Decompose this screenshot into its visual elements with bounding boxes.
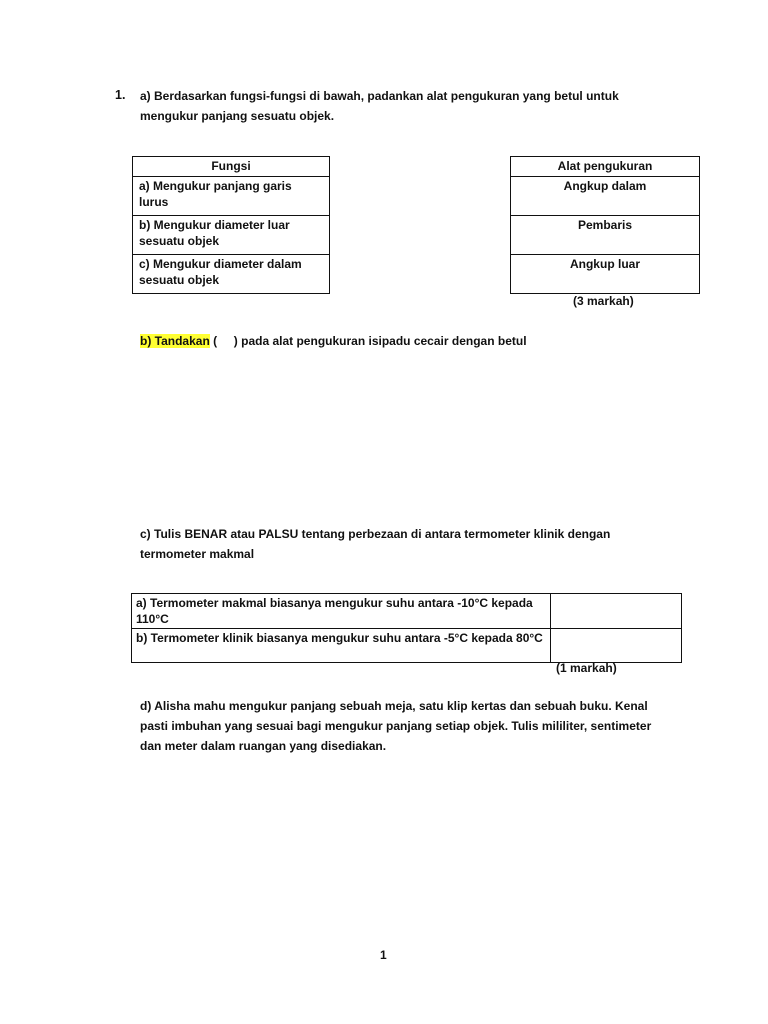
fungsi-header: Fungsi xyxy=(133,157,330,177)
part-c-marks: (1 markah) xyxy=(556,661,617,675)
question-number: 1. xyxy=(115,88,126,102)
alat-header: Alat pengukuran xyxy=(511,157,700,177)
benar-palsu-table xyxy=(131,593,682,663)
answer-cell[interactable] xyxy=(551,594,682,629)
fungsi-row: a) Mengukur panjang garis lurus xyxy=(133,177,330,216)
part-a-instruction: a) Berdasarkan fungsi-fungsi di bawah, padankan alat pengukuran yang betul untuk mengukur panjang sesuatu objek. xyxy=(140,89,619,123)
part-b-instruction xyxy=(140,331,527,351)
statement-cell: b) Termometer klinik biasanya mengukur suhu antara -5°C kepada 80°C xyxy=(132,629,551,663)
alat-row: Angkup dalam xyxy=(511,177,700,216)
answer-cell[interactable] xyxy=(551,629,682,663)
alat-row: Angkup luar xyxy=(511,255,700,294)
highlighted-text: b) Tandakan xyxy=(140,334,210,348)
part-a-marks: (3 markah) xyxy=(573,294,634,308)
part-b-rest: ( ) pada alat pengukuran isipadu cecair dengan betul xyxy=(209,334,527,348)
statement-cell: a) Termometer makmal biasanya mengukur suhu antara -10°C kepada 110°C xyxy=(132,594,551,629)
fungsi-row: b) Mengukur diameter luar sesuatu objek xyxy=(133,216,330,255)
part-c-instruction: c) Tulis BENAR atau PALSU tentang perbezaan di antara termometer klinik dengan termometer makmal xyxy=(140,527,611,561)
page-number: 1 xyxy=(380,948,387,962)
part-d-instruction: d) Alisha mahu mengukur panjang sebuah meja, satu klip kertas dan sebuah buku. Kenal pasti imbuhan yang sesuai bagi mengukur panjang setiap objek. Tulis mililiter, sentimeter dan meter dalam ruangan yang disediakan. xyxy=(140,699,652,753)
alat-pengukuran-table xyxy=(510,156,700,294)
fungsi-row: c) Mengukur diameter dalam sesuatu objek xyxy=(133,255,330,294)
fungsi-table xyxy=(132,156,330,294)
alat-row: Pembaris xyxy=(511,216,700,255)
